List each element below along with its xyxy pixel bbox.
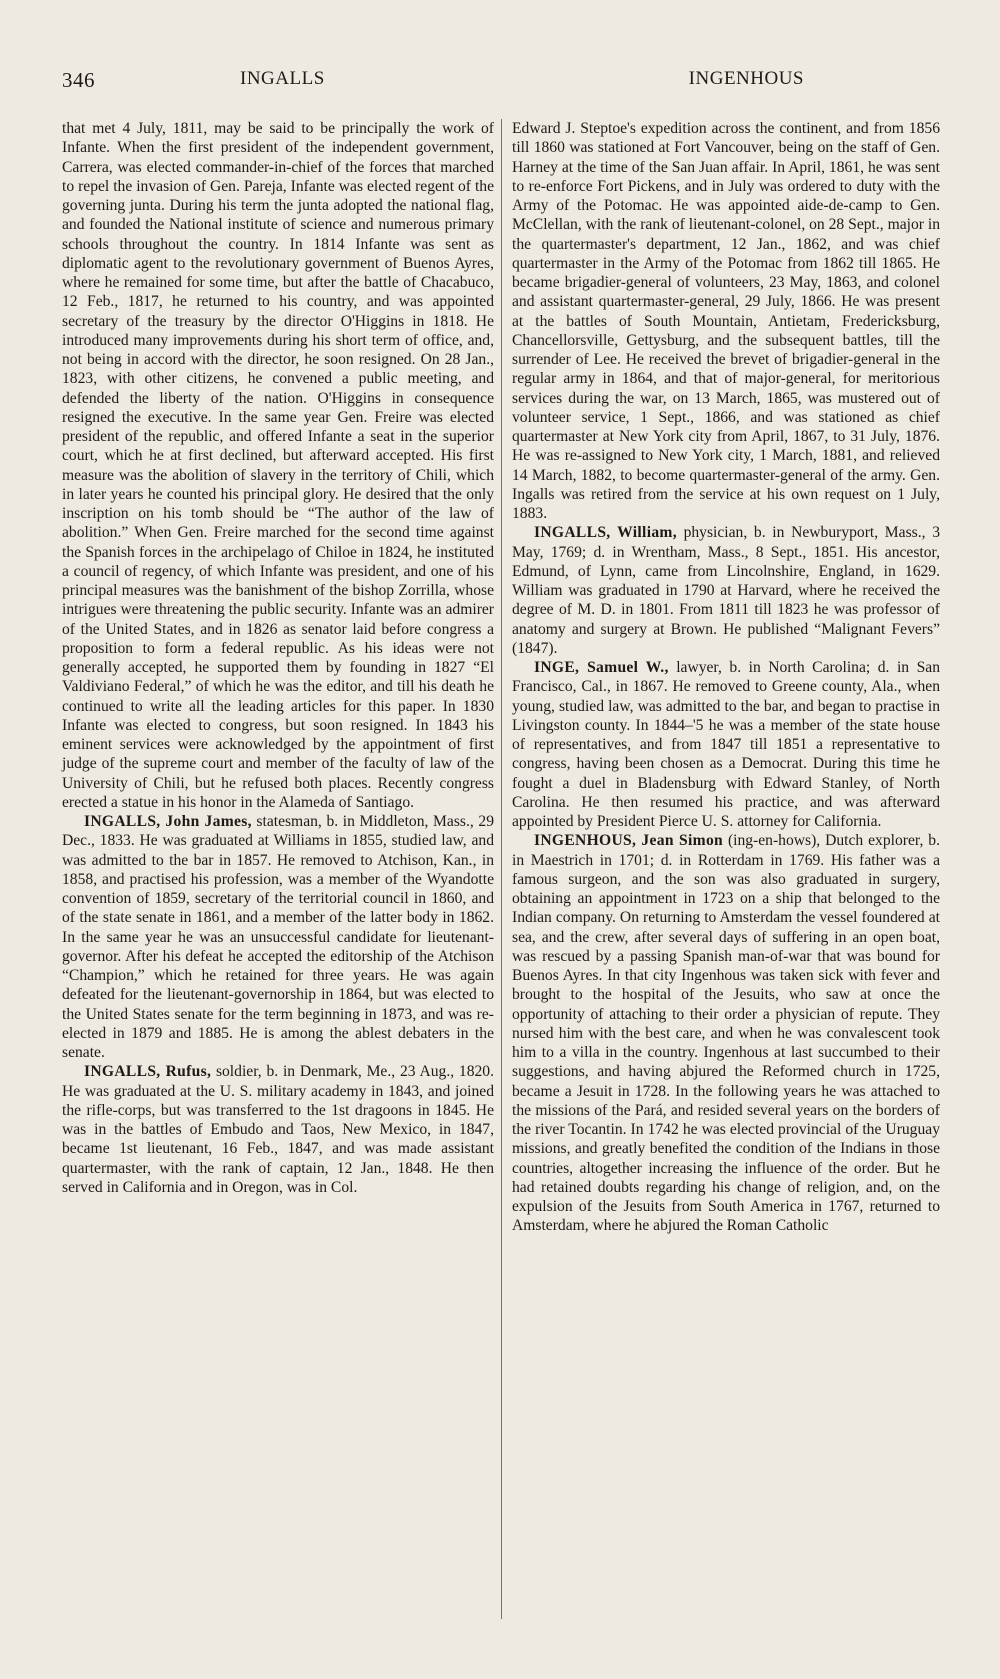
entry-headword: INGENHOUS, Jean Simon xyxy=(534,832,724,850)
entry-ingalls-john-james xyxy=(62,812,494,1062)
entry-headword: INGALLS, William, xyxy=(534,524,677,542)
entry-text: lawyer, b. in North Carolina; d. in San Francisco, Cal., in 1867. He removed to Greene county, Ala., when young, studied law, was admitted to the bar, and began to practise in Livingston county. In 1844–'5 he was a member of the state house of representatives, and from 1847 till 1851 a representative to congress, having been chosen as a Democrat. During this time he fought a duel in Bladensburg with Edward Stanley, of North Carolina. He then resumed his practice, and was afterward appointed by President Pierce U. S. attorney for California. xyxy=(512,659,940,830)
left-running-head: INGALLS xyxy=(240,68,325,89)
running-header xyxy=(62,68,804,94)
entry-headword: INGALLS, John James, xyxy=(84,813,252,830)
entry-text: physician, b. in Newburyport, Mass., 3 May, 1769; d. in Wrentham, Mass., 8 Sept., 1851. His ancestor, Edmund, of Lynn, came from Lincolnshire, England, in 1629. William was graduated in 1790 at Harvard, where he received the degree of M. D. in 1801. From 1811 till 1823 he was professor of anatomy and surgery at Brown. He published “Malignant Fevers” (1847). xyxy=(512,524,940,657)
entry-ingenhous-jean-simon xyxy=(512,831,940,1235)
entry-ingalls-william xyxy=(512,523,940,658)
page-number: 346 xyxy=(62,68,95,92)
right-running-head: INGENHOUS xyxy=(688,68,804,89)
column-rule xyxy=(501,119,502,1619)
ingalls-rufus-continuation: Edward J. Steptoe's expedition across the continent, and from 1856 till 1860 was stationed at Fort Vancouver, being on the staff of Gen. Harney at the time of the San Juan affair. In April, 1861, he was sent to re-enforce Fort Pickens, and in July was ordered to duty with the Army of the Potomac. He was appointed aide-de-camp to Gen. McClellan, with the rank of lieutenant-colonel, on 28 Sept., major in the quartermaster's department, 12 Jan., 1862, and was chief quartermaster in the Army of the Potomac from 1862 till 1865. He became brigadier-general of volunteers, 23 May, 1863, and colonel and assistant quartermaster-general, 29 July, 1866. He was present at the battles of South Mountain, Antietam, Fredericksburg, Chancellorsville, Gettysburg, and the subsequent battles, till the surrender of Lee. He received the brevet of brigadier-general in the regular army in 1864, and that of major-general, for meritorious services during the war, on 13 March, 1865, was mustered out of volunteer service, 1 Sept., 1866, and was stationed as chief quartermaster at New York city from April, 1867, to 31 July, 1876. He was re-assigned to New York city, 1 March, 1881, and relieved 14 March, 1882, to become quartermaster-general of the army. Gen. Ingalls was retired from the service at his own request on 1 July, 1883. xyxy=(512,120,940,522)
entry-inge-samuel xyxy=(512,658,940,831)
entry-text: soldier, b. in Denmark, Me., 23 Aug., 1820. He was graduated at the U. S. military academy in 1843, and joined the rifle-corps, but was transferred to the 1st dragoons in 1845. He was in the battles of Embudo and Taos, New Mexico, in 1847, became 1st lieutenant, 16 Feb., 1847, and was made assistant quartermaster, with the rank of captain, 12 Jan., 1848. He then served in California and in Oregon, was in Col. xyxy=(62,1063,494,1196)
infante-continuation: that met 4 July, 1811, may be said to be principally the work of Infante. When the first president of the independent government, Carrera, was elected commander-in-chief of the forces that marched to repel the invasion of Gen. Pareja, Infante was elected regent of the governing junta. During his term the junta adopted the national flag, and founded the National institute of science and numerous primary schools throughout the country. In 1814 Infante was sent as diplomatic agent to the revolutionary government of Buenos Ayres, where he remained for some time, but after the battle of Chacabuco, 12 Feb., 1817, he returned to his country, and was appointed secretary of the treasury by the director O'Higgins in 1818. He introduced many improvements during his short term of office, and, not being in accord with the director, he soon resigned. On 28 Jan., 1823, with other citizens, he convened a public meeting, and defended the liberty of the nation. O'Higgins in consequence resigned the executive. In the same year Gen. Freire was elected president of the republic, and offered Infante a seat in the superior court, which he at first declined, but afterward accepted. His first measure was the abolition of slavery in the territory of Chili, which in later years he counted his principal glory. He desired that the only inscription on his tomb should be “The author of the law of abolition.” When Gen. Freire marched for the second time against the Spanish forces in the archipelago of Chiloe in 1824, he instituted a council of regency, of which Infante was president, and one of his principal measures was the banishment of the bishop Zorrilla, whose intrigues were threatening the public security. Infante was an admirer of the United States, and in 1826 as senator laid before congress a proposition to form a federal republic. As his ideas were not generally accepted, he supported them by founding in 1827 “El Valdiviano Federal,” of which he was the editor, and till his death he continued to write all the leading articles for this paper. In 1830 Infante was elected to congress, but soon resigned. In 1843 his eminent services were acknowledged by the appointment of first judge of the supreme court and member of the faculty of law of the University of Chili, but he refused both places. Recently congress erected a statue in his honor in the Alameda of Santiago. xyxy=(62,120,494,811)
entry-text: statesman, b. in Middleton, Mass., 29 Dec., 1833. He was graduated at Williams in 1855, studied law, and was admitted to the bar in 1857. He removed to Atchison, Kan., in 1858, and practised his profession, was a member of the Wyandotte convention of 1859, secretary of the territorial council in 1860, and of the state senate in 1861, and a member of the latter body in 1862. In the same year he was an unsuccessful candidate for lieutenant-governor. After his defeat he accepted the editorship of the Atchison “Champion,” which he retained for three years. He was again defeated for the lieutenant-governorship in 1864, but was elected to the United States senate for the term beginning in 1873, and was re-elected in 1879 and 1885. He is among the ablest debaters in the senate. xyxy=(62,813,494,1061)
left-column xyxy=(62,119,494,1197)
right-column xyxy=(512,119,940,1236)
entry-text: (ing-en-hows), Dutch explorer, b. in Maestrich in 1701; d. in Rotterdam in 1769. His father was a famous surgeon, and the son was also graduated in surgery, obtaining an appointment in 1723 on a ship that belonged to the Indian company. On returning to Amsterdam the vessel foundered at sea, and the crew, after several days of suffering in an open boat, was rescued by a passing Spanish man-of-war that was bound for Buenos Ayres. In that city Ingenhous was taken sick with fever and brought to the hospital of the Jesuits, who saw at once the opportunity of attaching to their order a physician of repute. They nursed him with the best care, and when he was convalescent took him to a villa in the country. Ingenhous at last succumbed to their suggestions, and having abjured the Reformed church in 1725, became a Jesuit in 1728. In the following years he was attached to the missions of the Pará, and resided several years on the borders of the river Tocantin. In 1742 he was elected provincial of the Uruguay missions, and greatly benefited the condition of the Indians in those countries, altogether increasing the influence of the order. But he had retained doubts regarding his change of religion, and, on the expulsion of the Jesuits from South America in 1767, returned to Amsterdam, where he abjured the Roman Catholic xyxy=(512,832,940,1235)
entry-headword: INGALLS, Rufus, xyxy=(84,1063,212,1081)
entry-headword: INGE, Samuel W., xyxy=(534,659,669,676)
entry-ingalls-rufus xyxy=(62,1062,494,1197)
